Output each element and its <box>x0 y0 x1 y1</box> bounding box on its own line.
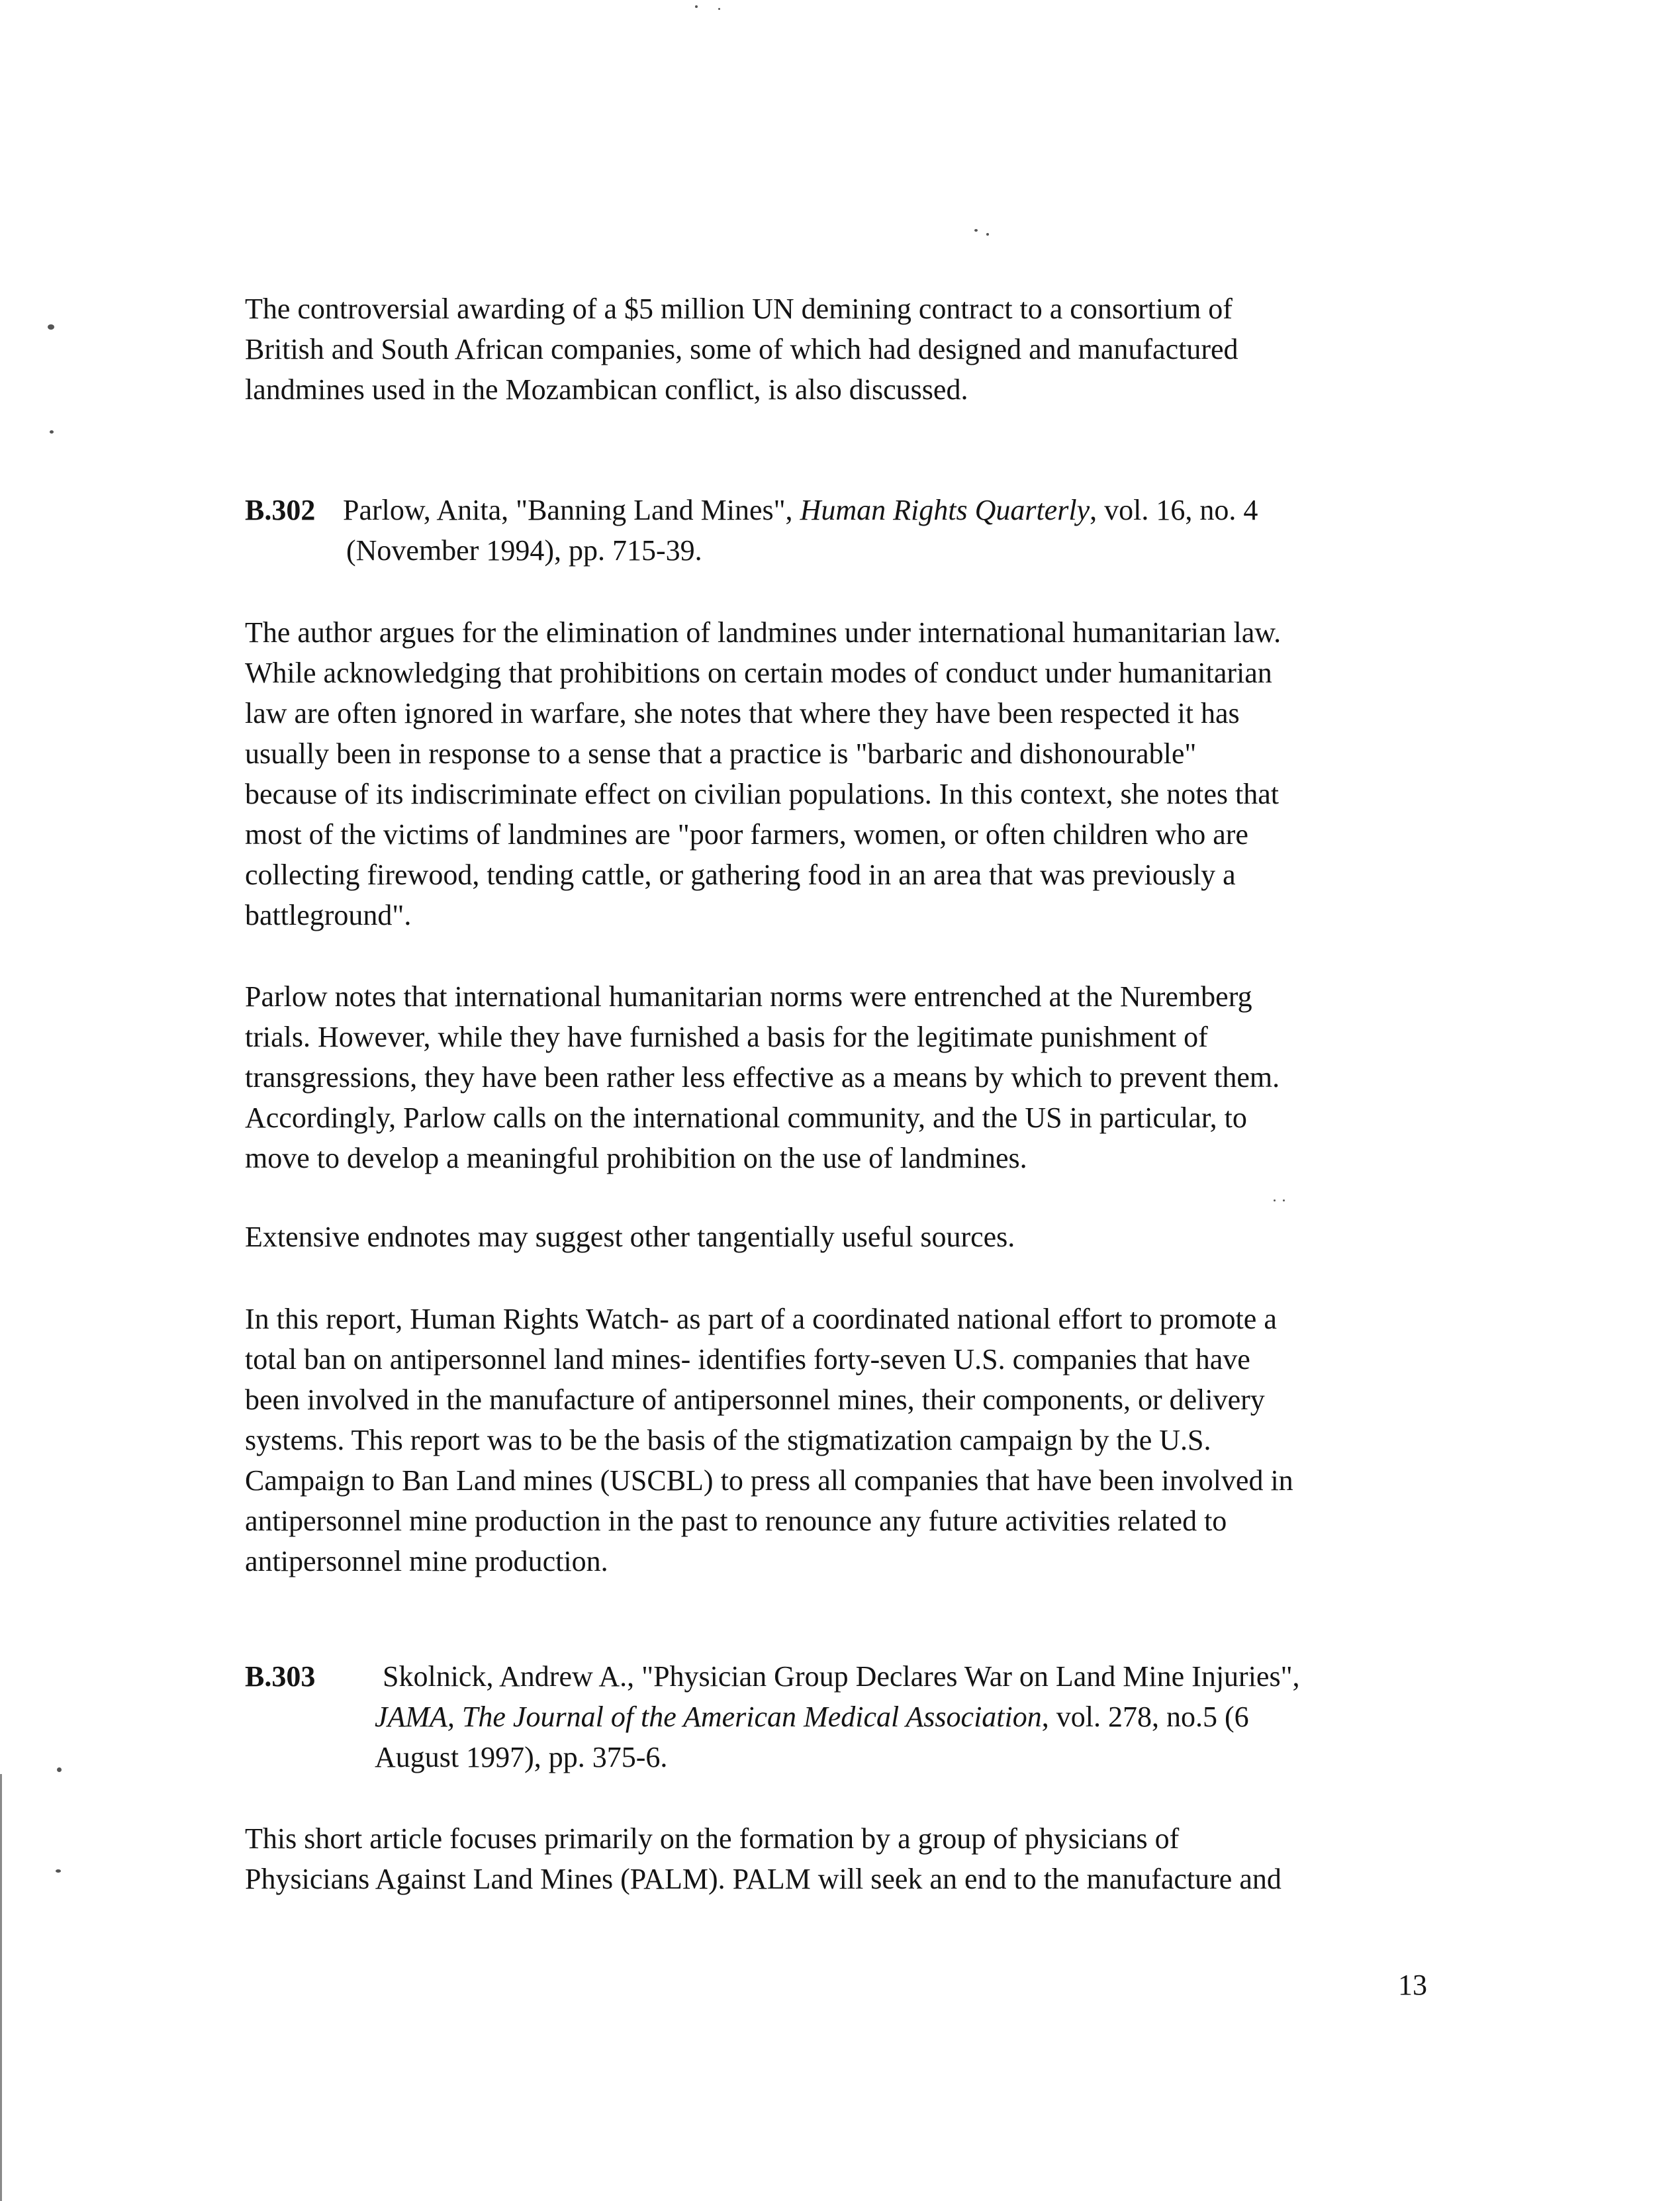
citation-line-3: August 1997), pp. 375-6. <box>375 1741 668 1773</box>
parlow-summary-paragraph-2: Parlow notes that international humanitarian norms were entrenched at the Nuremberg trials. However, while they have furnished a basis for the legitimate punishment of transgressions, they have been rather less effective as a means by which to prevent them. Accordingly, Parlow calls on the international community, and the US in particular, to move to develop a meaningful prohibition on the use of landmines. <box>245 980 1280 1174</box>
citation-line-1 <box>343 490 1258 530</box>
scan-speck <box>1283 1199 1285 1201</box>
page-number: 13 <box>1398 1969 1427 2001</box>
journal-title: JAMA, The Journal of the American Medical Association <box>375 1701 1042 1733</box>
parlow-summary-paragraph-3: Extensive endnotes may suggest other tangentially useful sources. <box>245 1221 1015 1253</box>
citation-line-2: (November 1994), pp. 715-39. <box>346 534 702 567</box>
scan-speck <box>48 324 54 330</box>
hrw-report-paragraph: In this report, Human Rights Watch- as part of a coordinated national effort to promote a total ban on antipersonnel land mines- identifies forty-seven U.S. companies that have been involved in the manufacture of antipersonnel mines, their components, or delivery systems. This report was to be the basis of the stigmatization campaign by the U.S. Campaign to Ban Land mines (USCBL) to press all companies that have been involved in antipersonnel mine production in the past to renounce any future activities related to antipersonnel mine production. <box>245 1303 1293 1577</box>
author-title: Parlow, Anita, "Banning Land Mines", <box>343 494 800 526</box>
scan-speck <box>1274 1199 1276 1201</box>
scan-speck <box>718 8 720 10</box>
entry-number: B.302 <box>245 494 316 526</box>
citation-details: , vol. 16, no. 4 <box>1090 494 1258 526</box>
journal-title: Human Rights Quarterly <box>800 494 1090 526</box>
scan-speck <box>974 229 978 232</box>
scan-speck <box>56 1869 61 1873</box>
citation-line-2 <box>375 1697 1434 1737</box>
skolnick-summary-paragraph: This short article focuses primarily on the formation by a group of physicians of Physicians Against Land Mines (PALM). PALM will seek an end to the manufacture and <box>245 1822 1282 1895</box>
scan-speck <box>57 1767 62 1772</box>
entry-citation <box>343 490 1258 571</box>
intro-paragraph: The controversial awarding of a $5 million UN demining contract to a consortium of British and South African companies, some of which had designed and manufactured landmines used in the Mozambican conflict, is also discussed. <box>245 293 1238 406</box>
entry-citation <box>375 1656 1434 1777</box>
scan-edge-mark <box>0 1774 2 2201</box>
parlow-summary-paragraph-1: The author argues for the elimination of landmines under international humanitarian law. While acknowledging that prohibitions on certain modes of conduct under humanitarian law are often ignored in warfare, she notes that where they have been respected it has usually been in response to a sense that a practice is "barbaric and dishonourable" because of its indiscriminate effect on civilian populations. In this context, she notes that most of the victims of landmines are "poor farmers, women, or often children who are collecting firewood, tending cattle, or gathering food in an area that was previously a battleground". <box>245 616 1282 931</box>
scan-speck <box>695 5 698 8</box>
citation-line-1: Skolnick, Andrew A., "Physician Group Declares War on Land Mine Injuries", <box>383 1660 1300 1693</box>
scan-speck <box>50 430 54 434</box>
scan-speck <box>986 233 989 236</box>
entry-number: B.303 <box>245 1660 316 1693</box>
citation-details: , vol. 278, no.5 (6 <box>1041 1701 1249 1733</box>
